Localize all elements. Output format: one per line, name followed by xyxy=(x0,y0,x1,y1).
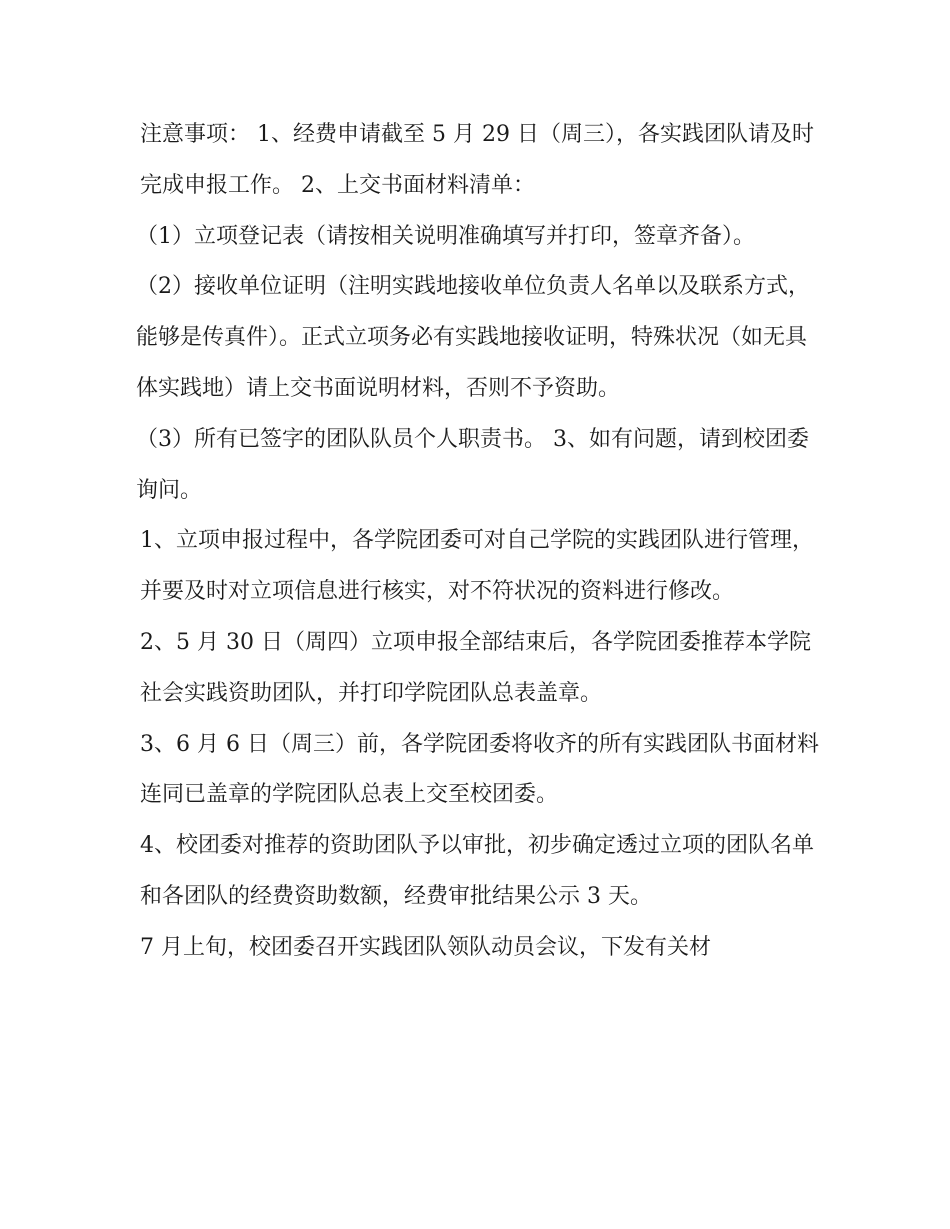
paragraph-step-3: 3、6 月 6 日（周三）前，各学院团委将收齐的所有实践团队书面材料连同已盖章的学院团队总表上交至校团委。 xyxy=(140,731,819,808)
paragraph-july: 7 月上旬，校团委召开实践团队领队动员会议，下发有关材 xyxy=(140,934,711,960)
paragraph-notice: 注意事项： 1、经费申请截至 5 月 29 日（周三），各实践团队请及时完成申报工作。 2、上交书面材料清单： xyxy=(140,122,814,198)
paragraph-step-2: 2、5 月 30 日（周四）立项申报全部结束后，各学院团委推荐本学院社会实践资助团队，并打印学院团队总表盖章。 xyxy=(140,629,811,706)
paragraph-item-1: （1）立项登记表（请按相关说明准确填写并打印，签章齐备）。 xyxy=(136,223,755,249)
paragraph-item-3: （3）所有已签字的团队队员个人职责书。 3、如有问题，请到校团委询问。 xyxy=(136,426,809,503)
paragraph-step-4: 4、校团委对推荐的资助团队予以审批，初步确定透过立项的团队名单和各团队的经费资助数额，经费审批结果公示 3 天。 xyxy=(140,833,814,909)
paragraph-step-1: 1、立项申报过程中，各学院团委可对自己学院的实践团队进行管理，并要及时对立项信息进行核实，对不符状况的资料进行修改。 xyxy=(140,528,814,605)
paragraph-item-2: （2）接收单位证明（注明实践地接收单位负责人名单以及联系方式，能够是传真件）。正式立项务必有实践地接收证明，特殊状况（如无具体实践地）请上交书面说明材料，否则不予资助。 xyxy=(136,274,810,401)
document-body xyxy=(136,110,820,974)
